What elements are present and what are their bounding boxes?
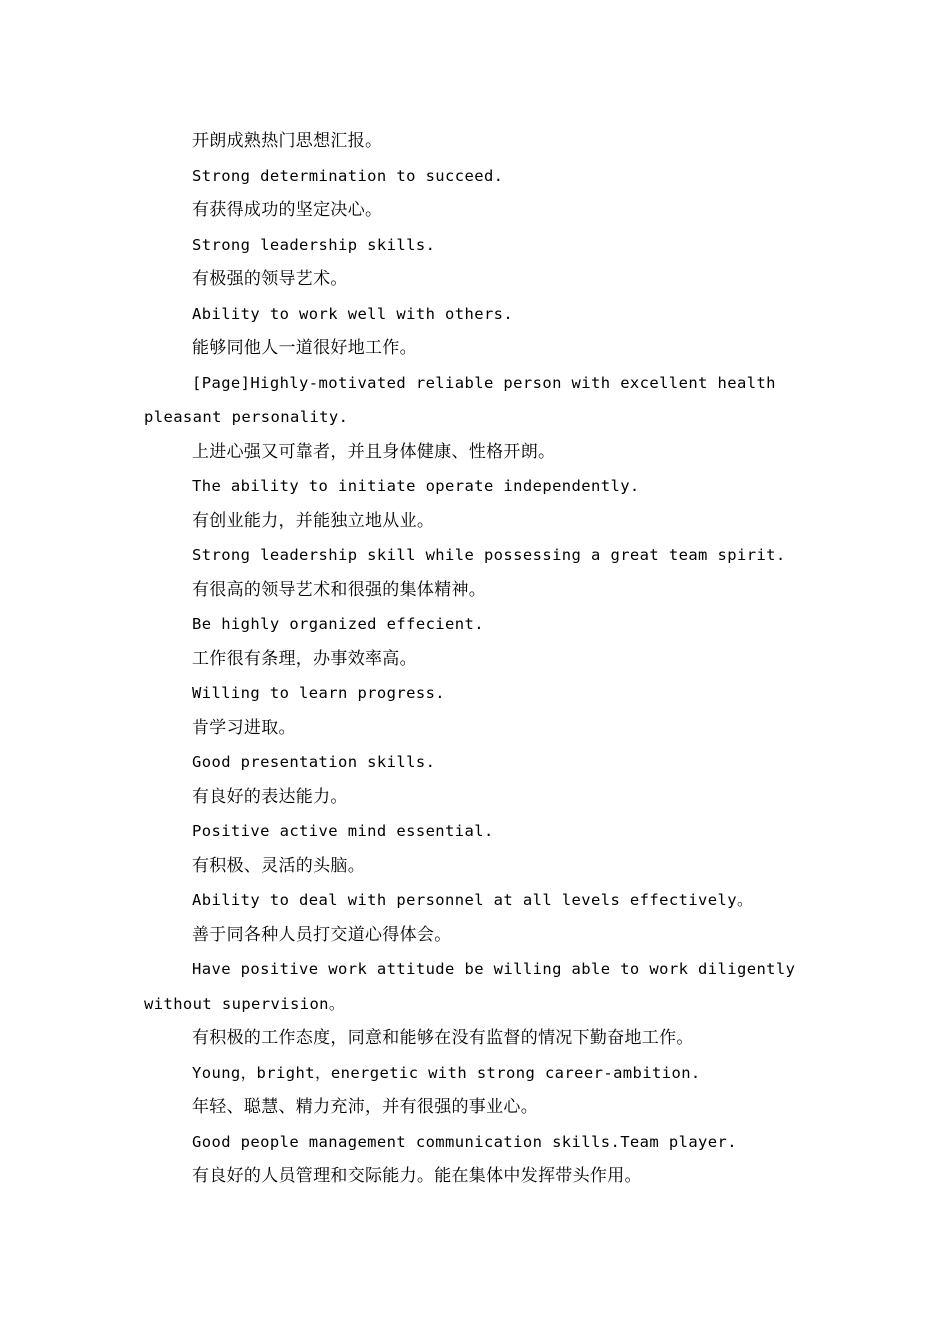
paragraph: Ability to deal with personnel at all levels effectively。 <box>192 891 753 909</box>
paragraph: Good people management communication skills.Team player. <box>192 1132 737 1151</box>
paragraph: 开朗成熟热门思想汇报。 <box>192 131 383 151</box>
paragraph: Willing to learn progress. <box>192 684 446 702</box>
paragraph: Have positive work attitude be willing able to work diligently without supervision。 <box>144 960 796 1013</box>
paragraph: Young，bright，energetic with strong career-ambition. <box>192 1063 701 1082</box>
paragraph: 能够同他人一道很好地工作。 <box>192 338 417 358</box>
paragraph: 有创业能力，并能独立地从业。 <box>192 510 435 531</box>
paragraph: 上进心强又可靠者，并且身体健康、性格开朗。 <box>192 441 556 462</box>
paragraph: Good presentation skills. <box>192 753 436 771</box>
paragraph: Strong leadership skills. <box>192 235 436 254</box>
document-body <box>144 124 804 1194</box>
paragraph: 有良好的人员管理和交际能力。能在集体中发挥带头作用。 <box>192 1166 642 1186</box>
paragraph: Positive active mind essential. <box>192 822 494 840</box>
paragraph: 有极强的领导艺术。 <box>192 269 348 289</box>
paragraph: Strong determination to succeed. <box>192 166 504 185</box>
paragraph: 有积极的工作态度，同意和能够在没有监督的情况下勤奋地工作。 <box>192 1028 694 1048</box>
paragraph: 肯学习进取。 <box>192 717 296 738</box>
paragraph: Be highly organized effecient. <box>192 615 484 633</box>
paragraph: 善于同各种人员打交道心得体会。 <box>192 924 452 945</box>
paragraph: 年轻、聪慧、精力充沛，并有很强的事业心。 <box>192 1097 538 1117</box>
paragraph: 工作很有条理，办事效率高。 <box>192 648 417 669</box>
paragraph: [Page]Highly-motivated reliable person with excellent health pleasant personality. <box>144 373 776 426</box>
paragraph: 有积极、灵活的头脑。 <box>192 855 365 876</box>
paragraph: 有获得成功的坚定决心。 <box>192 200 383 220</box>
paragraph: 有很高的领导艺术和很强的集体精神。 <box>192 579 487 600</box>
paragraph: 有良好的表达能力。 <box>192 786 348 807</box>
paragraph: Strong leadership skill while possessing a great team spirit. <box>192 546 786 564</box>
paragraph: The ability to initiate operate independently. <box>192 477 640 495</box>
paragraph: Ability to work well with others. <box>192 304 514 323</box>
